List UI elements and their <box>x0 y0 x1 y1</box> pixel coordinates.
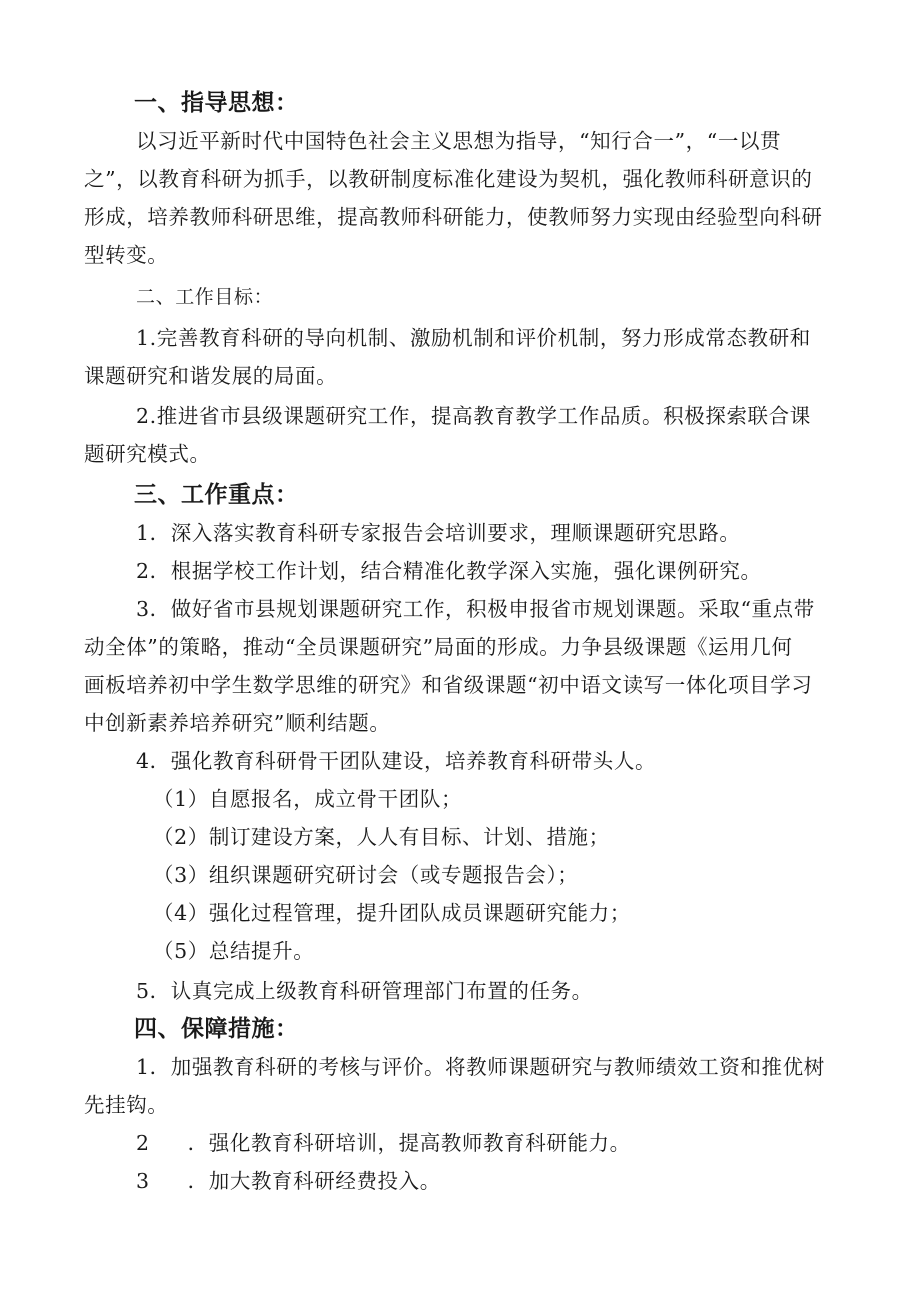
list-item: 1．深入落实教育科研专家报告会培训要求，理顺课题研究思路。 <box>136 521 741 545</box>
list-item: 3．做好省市县规划课题研究工作，积极申报省市规划课题。采取“重点带 <box>136 597 815 621</box>
list-item: 5．认真完成上级教育科研管理部门布置的任务。 <box>136 979 593 1003</box>
heading-guiding-ideology: 一、指导思想： <box>134 90 299 116</box>
paragraph-line: 型转变。 <box>84 243 169 267</box>
paragraph-line: 之”，以教育科研为抓手，以教研制度标准化建设为契机，强化教师科研意识的 <box>84 167 813 191</box>
heading-work-focus: 三、工作重点： <box>134 482 299 508</box>
sub-list-item: （3）组织课题研究研讨会（或专题报告会）； <box>153 863 579 887</box>
list-item-continuation: 动全体”的策略，推动“全员课题研究”局面的形成。力争县级课题《运用几何 <box>84 635 793 659</box>
heading-work-goals: 二、工作目标： <box>136 286 274 308</box>
sub-list-item: （2）制订建设方案，人人有目标、计划、措施； <box>153 825 610 849</box>
list-item <box>136 1124 631 1162</box>
list-item: 2．根据学校工作计划，结合精准化教学深入实施，强化课例研究。 <box>136 559 762 583</box>
list-item: 1.完善教育科研的导向机制、激励机制和评价机制，努力形成常态教研和 <box>136 326 811 350</box>
list-item: 4．强化教育科研骨干团队建设，培养教育科研带头人。 <box>136 749 657 773</box>
item-number: 3 <box>136 1169 150 1193</box>
list-item-continuation: 题研究模式。 <box>84 442 211 466</box>
list-item-continuation: 先挂钩。 <box>84 1093 169 1117</box>
item-text: ．加大教育科研经费投入。 <box>187 1169 441 1193</box>
list-item <box>136 1162 441 1200</box>
sub-list-item: （4）强化过程管理，提升团队成员课题研究能力； <box>153 901 631 925</box>
sub-list-item: （1）自愿报名，成立骨干团队； <box>153 787 463 811</box>
list-item-continuation: 中创新素养培养研究”顺利结题。 <box>84 711 391 735</box>
item-text: ．强化教育科研培训，提高教师教育科研能力。 <box>187 1131 631 1155</box>
list-item-continuation: 课题研究和谐发展的局面。 <box>84 364 338 388</box>
list-item: 1．加强教育科研的考核与评价。将教师课题研究与教师绩效工资和推优树 <box>136 1055 825 1079</box>
list-item-continuation: 画板培养初中学生数学思维的研究》和省级课题“初中语文读写一体化项目学习 <box>84 673 813 697</box>
heading-safeguards: 四、保障措施： <box>134 1016 299 1042</box>
list-item: 2.推进省市县级课题研究工作，提高教育教学工作品质。积极探索联合课 <box>136 404 811 428</box>
sub-list-item: （5）总结提升。 <box>153 939 315 963</box>
item-number: 2 <box>136 1131 150 1155</box>
paragraph-line: 以习近平新时代中国特色社会主义思想为指导，“知行合一”，“一以贯 <box>136 129 782 153</box>
paragraph-line: 形成，培养教师科研思维，提高教师科研能力，使教师努力实现由经验型向科研 <box>84 205 823 229</box>
